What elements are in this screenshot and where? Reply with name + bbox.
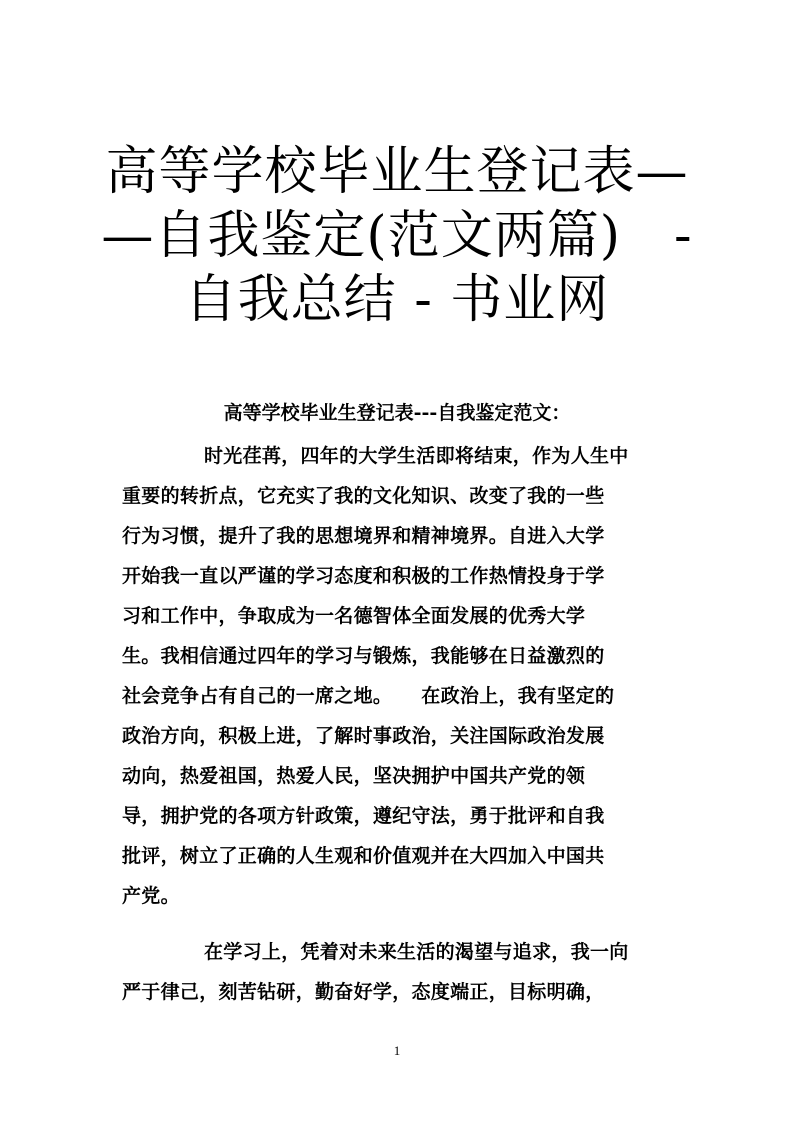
document-title: [100, 140, 694, 332]
paragraph-line: 生。我相信通过四年的学习与锻炼，我能够在日益激烈的: [122, 645, 605, 667]
paragraph-line: 在学习上，凭着对未来生活的渴望与追求，我一向: [204, 941, 629, 963]
paragraph-gap: [122, 916, 678, 932]
title-line: 高等学校毕业生登记表—: [105, 142, 689, 202]
title-line: —自我鉴定(范文两篇) -: [101, 206, 693, 266]
paragraph-line: 动向，热爱祖国，热爱人民，坚决拥护中国共产党的领: [122, 765, 586, 787]
paragraph-line: 行为习惯，提升了我的思想境界和精神境界。自进入大学: [122, 525, 605, 547]
paragraph-line: 导，拥护党的各项方针政策，遵纪守法，勇于批评和自我: [122, 805, 605, 827]
title-line: 自我总结 - 书业网: [184, 270, 610, 330]
paragraph-line: 习和工作中，争取成为一名德智体全面发展的优秀大学: [122, 605, 586, 627]
paragraph-line: 重要的转折点，它充实了我的文化知识、改变了我的一些: [122, 485, 605, 507]
page-number: 1: [393, 1043, 401, 1058]
paragraph-line: 严于律己，刻苦钻研，勤奋好学，态度端正，目标明确，: [122, 981, 605, 1003]
document-body: [122, 436, 678, 1012]
paragraph-line: 社会竞争占有自己的一席之地。 在政治上，我有坚定的: [122, 685, 615, 707]
section-heading: 高等学校毕业生登记表---自我鉴定范文：: [223, 402, 571, 424]
paragraph-line: 产党。: [122, 885, 180, 907]
paragraph-line: 时光荏苒，四年的大学生活即将结束，作为人生中: [204, 445, 629, 467]
paragraph-line: 开始我一直以严谨的学习态度和积极的工作热情投身于学: [122, 565, 605, 587]
paragraph-line: 政治方向，积极上进，了解时事政治，关注国际政治发展: [122, 725, 605, 747]
paragraph-line: 批评，树立了正确的人生观和价值观并在大四加入中国共: [122, 845, 605, 867]
